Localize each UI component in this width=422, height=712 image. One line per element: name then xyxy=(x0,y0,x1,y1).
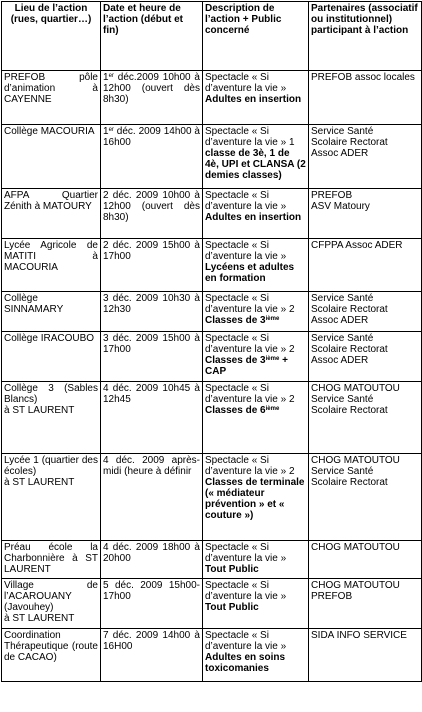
cell-lieu xyxy=(2,239,101,292)
date-text: 2 déc. 2009 15h00 à 17h00 xyxy=(103,240,200,262)
table-row xyxy=(2,382,422,454)
partner-line: CHOG MATOUTOU xyxy=(311,383,400,394)
table-row xyxy=(2,541,422,579)
public-concerne: classe de 3è, 1 de 4è, UPI et CLANSA (2 demies classes) xyxy=(205,148,306,181)
partner-line: Scolaire Rectorat xyxy=(311,137,388,148)
cell-description xyxy=(203,382,309,454)
public-superscript: ième xyxy=(265,356,280,362)
cell-date xyxy=(101,629,203,682)
partner-line: CFPPA Assoc ADER xyxy=(311,240,403,251)
cell-description xyxy=(203,125,309,189)
table-row xyxy=(2,189,422,239)
lieu-line: Coordination Thérapeutique (route de CACAO) xyxy=(4,630,98,663)
cell-partenaires xyxy=(309,189,422,239)
cell-lieu xyxy=(2,332,101,382)
lieu-line: AFPA Quartier Zénith à MATOURY xyxy=(4,190,98,212)
public-suffix: + CAP xyxy=(205,355,288,377)
lieu-line: Collège IRACOUBO xyxy=(4,333,95,344)
actions-table xyxy=(1,1,422,682)
cell-lieu xyxy=(2,579,101,629)
cell-description xyxy=(203,541,309,579)
header-description: Description de l’action + Public concerné xyxy=(203,2,309,71)
cell-lieu xyxy=(2,125,101,189)
cell-description xyxy=(203,71,309,125)
cell-partenaires xyxy=(309,382,422,454)
public-superscript: ième xyxy=(265,406,280,412)
cell-description xyxy=(203,579,309,629)
description-text: Spectacle « Si d’aventure la vie » 2 xyxy=(205,455,295,477)
public-superscript: ième xyxy=(265,316,280,322)
partner-line: PREFOB xyxy=(311,591,353,602)
cell-lieu xyxy=(2,189,101,239)
cell-date xyxy=(101,579,203,629)
header-lieu: Lieu de l’action (rues, quartier…) xyxy=(2,2,101,71)
public-concerne: Adultes en insertion xyxy=(205,94,302,105)
public-concerne: Tout Public xyxy=(205,602,259,613)
lieu-line: Préau école la Charbonnière à ST LAURENT xyxy=(4,542,98,575)
cell-partenaires xyxy=(309,454,422,541)
lieu-line: à ST LAURENT xyxy=(4,477,75,488)
table-row xyxy=(2,332,422,382)
description-text: Spectacle « Si d’aventure la vie » 1 xyxy=(205,126,295,148)
public-concerne: Classes de 3 xyxy=(205,315,266,326)
cell-partenaires xyxy=(309,629,422,682)
partner-line: Scolaire Rectorat xyxy=(311,344,388,355)
cell-partenaires xyxy=(309,579,422,629)
date-text: 5 déc. 2009 15h00-17h00 xyxy=(103,580,200,602)
date-text: 7 déc. 2009 14h00 à 16H00 xyxy=(103,630,200,652)
header-partenaires: Partenaires (associatif ou institutionnel) participant à l’action xyxy=(309,2,422,71)
cell-partenaires xyxy=(309,239,422,292)
cell-lieu xyxy=(2,541,101,579)
partner-line: Scolaire Rectorat xyxy=(311,405,388,416)
cell-partenaires xyxy=(309,71,422,125)
cell-description xyxy=(203,189,309,239)
partner-line: Scolaire Rectorat xyxy=(311,477,388,488)
description-text: Spectacle « Si d’aventure la vie » xyxy=(205,190,287,212)
partner-line: Assoc ADER xyxy=(311,355,369,366)
cell-date xyxy=(101,332,203,382)
date-text: 4 déc. 2009 après-midi (heure à définir xyxy=(103,455,200,477)
cell-lieu xyxy=(2,292,101,332)
document-page xyxy=(1,1,421,711)
partner-line: Service Santé xyxy=(311,394,374,405)
lieu-line: Lycée 1 (quartier des écoles) xyxy=(4,455,98,477)
description-text: Spectacle « Si d’aventure la vie » xyxy=(205,240,287,262)
cell-lieu xyxy=(2,71,101,125)
description-text: Spectacle « Si d’aventure la vie » xyxy=(205,630,287,652)
cell-date xyxy=(101,541,203,579)
partner-line: Service Santé xyxy=(311,293,374,304)
partner-line: CHOG MATOUTOU xyxy=(311,455,400,466)
description-text: Spectacle « Si d’aventure la vie » 2 xyxy=(205,293,295,315)
cell-date xyxy=(101,125,203,189)
lieu-line: Collège SINNAMARY xyxy=(4,293,64,315)
table-row xyxy=(2,579,422,629)
cell-partenaires xyxy=(309,541,422,579)
date-superscript: er xyxy=(108,127,114,133)
cell-description xyxy=(203,292,309,332)
table-row xyxy=(2,71,422,125)
description-text: Spectacle « Si d’aventure la vie » xyxy=(205,542,287,564)
table-row xyxy=(2,454,422,541)
date-text: 3 déc. 2009 10h30 à 12h30 xyxy=(103,293,200,315)
date-text-rest: déc. 2009 14h00 à 16h00 xyxy=(103,126,200,148)
cell-lieu xyxy=(2,454,101,541)
partner-line: Scolaire Rectorat xyxy=(311,304,388,315)
lieu-line: à ST LAURENT xyxy=(4,405,75,416)
date-text: 3 déc. 2009 15h00 à 17h00 xyxy=(103,333,200,355)
partner-line: CHOG MATOUTOU xyxy=(311,580,400,591)
public-concerne: Classes de 6 xyxy=(205,405,266,416)
date-superscript: er xyxy=(108,73,114,79)
public-concerne: Tout Public xyxy=(205,564,259,575)
description-text: Spectacle « Si d’aventure la vie » xyxy=(205,72,287,94)
table-header-row xyxy=(2,2,422,71)
cell-lieu xyxy=(2,382,101,454)
lieu-line: à ST LAURENT xyxy=(4,613,75,624)
cell-partenaires xyxy=(309,292,422,332)
description-text: Spectacle « Si d’aventure la vie » xyxy=(205,580,287,602)
partner-line: CHOG MATOUTOU xyxy=(311,542,400,553)
cell-date xyxy=(101,239,203,292)
partner-line: Assoc ADER xyxy=(311,148,369,159)
lieu-line: Village de l’ACAROUANY (Javouhey) xyxy=(4,580,98,613)
lieu-line: Collège 3 (Sables Blancs) xyxy=(4,383,98,405)
cell-description xyxy=(203,629,309,682)
partner-line: Service Santé xyxy=(311,466,374,477)
public-concerne: Adultes en soins toxicomanies xyxy=(205,652,286,674)
date-text: 4 déc. 2009 10h45 à 12h45 xyxy=(103,383,200,405)
public-concerne: Classes de 3 xyxy=(205,355,266,366)
cell-date xyxy=(101,382,203,454)
cell-date xyxy=(101,454,203,541)
partner-line: Service Santé xyxy=(311,126,374,137)
cell-description xyxy=(203,239,309,292)
cell-partenaires xyxy=(309,332,422,382)
lieu-line: PREFOB pôle d’animation à CAYENNE xyxy=(4,72,98,105)
date-text: 1 xyxy=(103,126,109,137)
partner-line: Service Santé xyxy=(311,333,374,344)
date-text: 1 xyxy=(103,72,109,83)
partner-line: PREFOB xyxy=(311,190,353,201)
cell-description xyxy=(203,454,309,541)
partner-line: SIDA INFO SERVICE xyxy=(311,630,407,641)
date-text-rest: déc.2009 10h00 à 12h00 (ouvert dès 8h30) xyxy=(103,72,200,105)
partner-line: Assoc ADER xyxy=(311,315,369,326)
lieu-line: Lycée Agricole de MATITI à MACOURIA xyxy=(4,240,98,273)
table-row xyxy=(2,292,422,332)
table-row xyxy=(2,125,422,189)
cell-partenaires xyxy=(309,125,422,189)
cell-date xyxy=(101,189,203,239)
header-date: Date et heure de l’action (début et fin) xyxy=(101,2,203,71)
cell-description xyxy=(203,332,309,382)
description-text: Spectacle « Si d’aventure la vie » 2 xyxy=(205,383,295,405)
lieu-line: Collège MACOURIA xyxy=(4,126,95,137)
date-text: 2 déc. 2009 10h00 à 12h00 (ouvert dès 8h30) xyxy=(103,190,200,223)
date-text: 4 déc. 2009 18h00 à 20h00 xyxy=(103,542,200,564)
cell-date xyxy=(101,292,203,332)
table-row xyxy=(2,239,422,292)
description-text: Spectacle « Si d’aventure la vie » 2 xyxy=(205,333,295,355)
public-concerne: Lycéens et adultes en formation xyxy=(205,262,295,284)
partner-line: PREFOB assoc locales xyxy=(311,72,415,83)
cell-lieu xyxy=(2,629,101,682)
public-concerne: Classes de terminale (« médiateur prévention » et « couture ») xyxy=(205,477,305,521)
partner-line: ASV Matoury xyxy=(311,201,370,212)
public-concerne: Adultes en insertion xyxy=(205,212,302,223)
cell-date xyxy=(101,71,203,125)
table-row xyxy=(2,629,422,682)
